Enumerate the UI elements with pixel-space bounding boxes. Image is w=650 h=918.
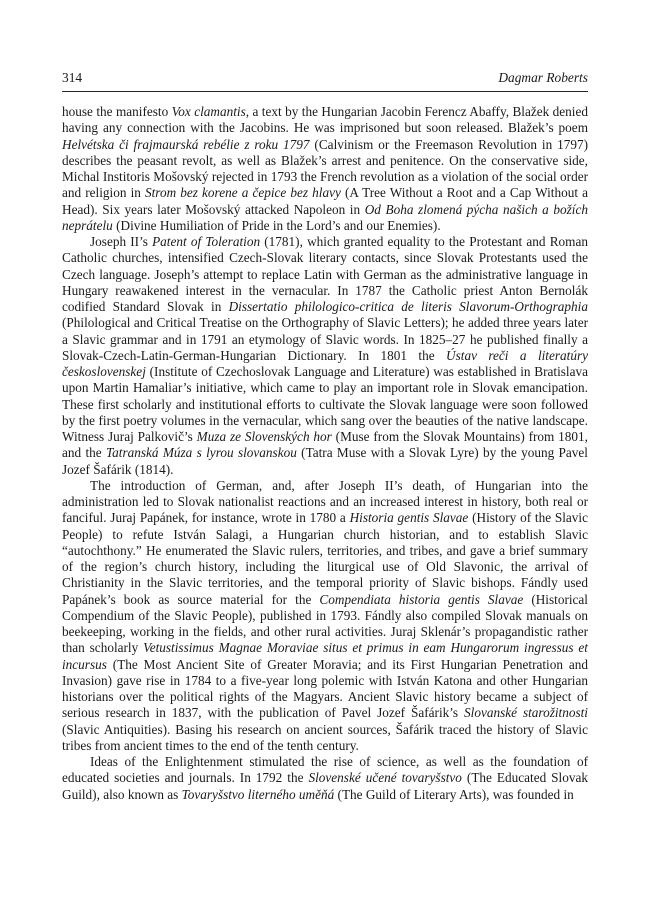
paragraph	[62, 104, 588, 234]
italic-title: Tovaryšstvo literného uměňá	[181, 786, 335, 802]
italic-title: Strom bez korene a čepice bez hlavy	[145, 185, 341, 201]
italic-title: Ústav reči a literatúry československej	[62, 347, 588, 379]
text-run: (Muse from the Slovak Mountains) from 1801, and the	[62, 429, 588, 461]
text-run: (Philological and Critical Treatise on the Orthography of Slavic Letters); he added three years later a Slavic grammar and in 1791 an etymology of Slavic words. In 1825–27 he published finally a Slovak-Czech-Latin-German-Hungarian Dictionary. In 1801 the	[62, 315, 588, 363]
italic-title: Compendiata historia gentis Slavae	[319, 591, 524, 607]
text-run: Ideas of the Enlightenment stimulated the rise of science, as well as the foundation of educated societies and journals. In 1792 the	[62, 754, 588, 786]
text-run: Joseph II’s	[90, 234, 153, 249]
text-run: (Institute of Czechoslovak Language and Literature) was established in Bratislava upon Martin Hamaliar’s initiative, which came to play an important role in Slovak emancipation. These first scholarly and institutional efforts to cultivate the Slovak language were soon followed by the first poetry volumes in the vernacular, which sang over the beauties of the native landscape. Witness Juraj Palkovič’s	[62, 364, 588, 444]
running-head	[62, 70, 588, 90]
italic-title: Muza ze Slovenských hor	[196, 429, 332, 444]
text-run: (Tatra Muse with a Slovak Lyre) by the young Pavel Jozef Šafárik (1814).	[62, 445, 588, 477]
body-text	[62, 104, 588, 803]
italic-title: Historia gentis Slavae	[349, 510, 469, 526]
italic-title: Tatranská Múza s lyrou slovanskou	[106, 445, 297, 461]
italic-title: Vetustissimus Magnae Moraviae situs et primus in eam Hungarorum ingressus et incursus	[62, 640, 588, 672]
text-run: (Calvinism or the Freemason Revolution in 1797) describes the peasant revolt, as well as Blažek’s arrest and penitence. On the conservative side, Michal Institoris Mošovský rejected in 1793 the French revolution as a violation of the social order and religion in	[62, 136, 589, 201]
text-run: (A Tree Without a Root and a Cap Without a Head). Six years later Mošovský attacked Napoleon in	[62, 185, 589, 217]
text-run: (Slavic Antiquities). Basing his research on ancient sources, Šafárik traced the history of Slavic tribes from ancient times to the end of the tenth century.	[62, 721, 588, 753]
paragraph	[62, 754, 588, 803]
italic-title: Od Boha zlomená pýcha našich a božích neprátelu	[62, 201, 588, 233]
paragraph	[62, 478, 588, 754]
text-run: , a text by the Hungarian Jacobin Ferencz Abaffy, Blažek denied having any connection with the Jacobins. He was imprisoned but soon released. Blažek’s poem	[62, 104, 588, 136]
text-run: (Divine Humiliation of Pride in the Lord’s and our Enemies).	[112, 217, 441, 233]
italic-title: Patent of Toleration	[152, 234, 261, 249]
text-run: The introduction of German, and, after Joseph II’s death, of Hungarian into the administration led to Slovak nationalist reactions and an increased interest in history, both real or fanciful. Juraj Papánek, for instance, wrote in 1780 a	[62, 477, 588, 526]
italic-title: Helvétska či frajmaurská rebélie z roku 1797	[62, 136, 310, 152]
header-rule	[62, 91, 588, 92]
italic-title: Vox clamantis	[171, 104, 246, 119]
text-run: (Historical Compendium of the Slavic People), published in 1793. Fándly also compiled Slovak manuals on beekeeping, working in the fields, and other rural activities. Juraj Sklenár’s propagandistic rather than scholarly	[62, 591, 588, 656]
italic-title: Slovanské starožitnosti	[464, 705, 588, 721]
text-run: (The Educated Slovak Guild), also known as	[62, 770, 588, 802]
italic-title: Dissertatio philologico-critica de literis Slavorum-Orthographia	[228, 299, 588, 314]
text-run: (The Guild of Literary Arts), was founded in	[334, 786, 574, 802]
text-run: house the manifesto	[62, 104, 172, 119]
paragraph	[62, 234, 588, 478]
running-head-author: Dagmar Roberts	[498, 70, 588, 85]
page-number: 314	[62, 70, 83, 85]
text-run: (The Most Ancient Site of Greater Moravia; and its First Hungarian Penetration and Invasion) gave rise in 1784 to a five-year long polemic with István Katona and other Hungarian historians over the political rights of the Magyars. Ancient Slavic history became a subject of serious research in 1837, with the publication of Pavel Jozef Šafárik’s	[62, 656, 588, 721]
text-run: (History of the Slavic People) to refute István Salagi, a Hungarian church historian, and to establish Slavic “autochthony.” He enumerated the Slavic rulers, territories, and tribes, and gave a brief summary of the region’s church history, including the liturgical use of Old Slavonic, the arrival of Christianity in the Slavic territories, and the temporal priority of Slavic bishops. Fándly used Papánek’s book as source material for the	[62, 510, 588, 607]
text-run: (1781), which granted equality to the Protestant and Roman Catholic churches, intensified Czech-Slovak literary contacts, since Slovak Protestants used the Czech language. Joseph’s attempt to replace Latin with German as the administrative language in Hungary reawakened interest in the vernacular. In 1787 the Catholic priest Anton Bernolák codified Standard Slovak in	[62, 234, 588, 314]
italic-title: Slovenské učené tovaryšstvo	[308, 770, 462, 786]
